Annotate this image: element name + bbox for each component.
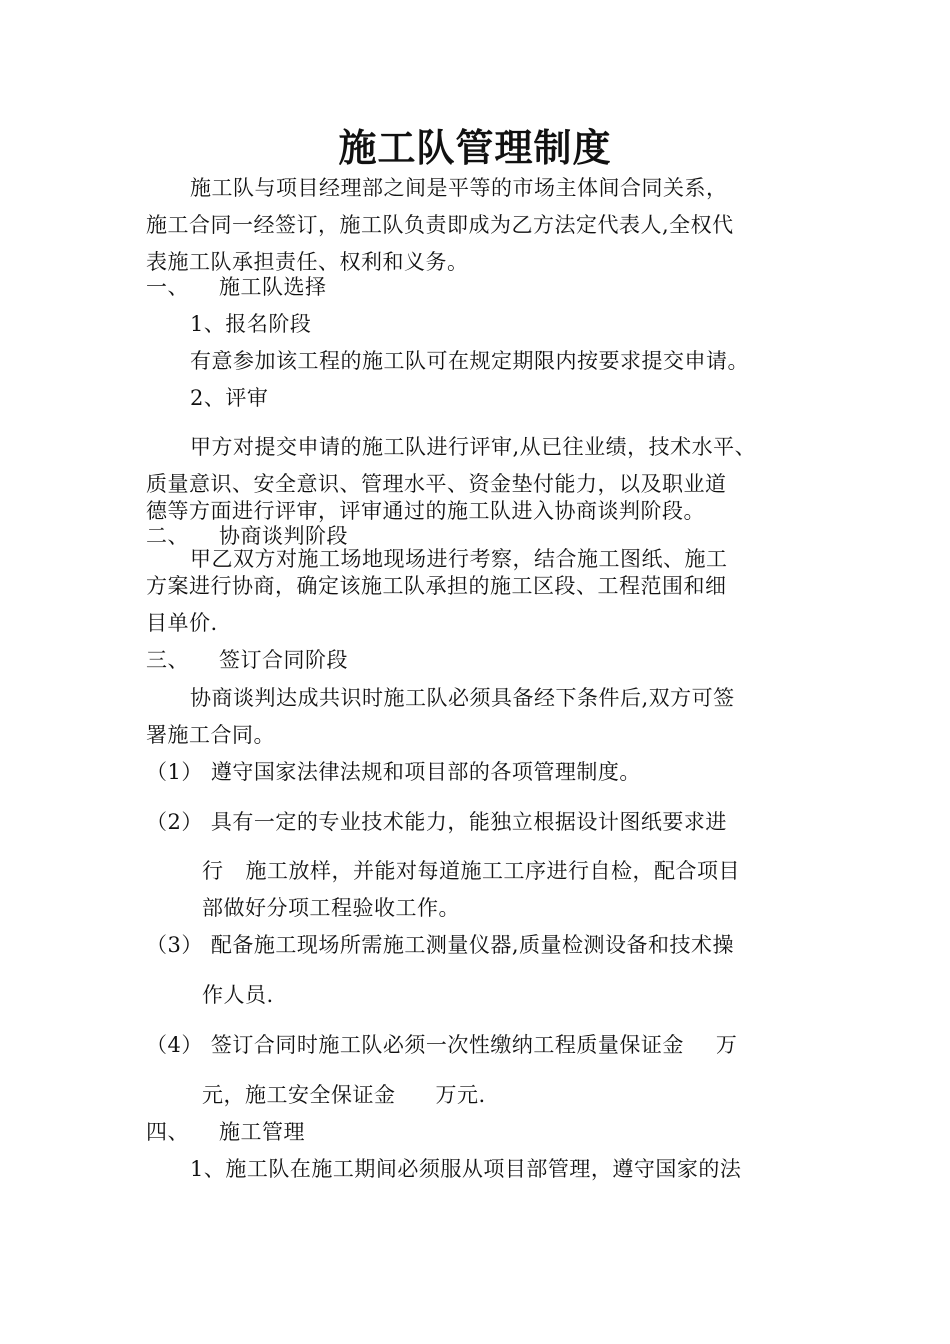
section-4-title: 施工管理 <box>219 1120 305 1144</box>
item-3-number: （3） <box>146 933 203 957</box>
intro-line-3: 表施工队承担责任、权利和义务。 <box>146 250 469 274</box>
section-4-heading <box>146 1118 305 1146</box>
section-1-number: 一、 <box>146 275 189 299</box>
item-4-line-2 <box>202 1081 486 1109</box>
intro-line-2: 施工合同一经签订，施工队负责即成为乙方法定代表人,全权代 <box>146 213 734 237</box>
item-4-line-1: 签订合同时施工队必须一次性缴纳工程质量保证金 <box>210 1033 684 1057</box>
section-1-sub-2-line-3: 德等方面进行评审，评审通过的施工队进入协商谈判阶段。 <box>146 499 705 523</box>
section-4-line-1: 1、施工队在施工期间必须服从项目部管理，遵守国家的法 <box>190 1157 742 1181</box>
item-4-line-2-suffix: 万元. <box>435 1083 486 1107</box>
section-1-sub-1-title: 1、报名阶段 <box>190 312 312 336</box>
section-3-item-1 <box>146 758 641 786</box>
item-3-line-1: 配备施工现场所需施工测量仪器,质量检测设备和技术操 <box>210 933 735 957</box>
section-1-title: 施工队选择 <box>219 275 327 299</box>
section-3-item-4 <box>146 1031 737 1059</box>
section-3-heading <box>146 646 348 674</box>
item-1-number: （1） <box>146 760 203 784</box>
section-3-number: 三、 <box>146 648 189 672</box>
section-1-sub-2-title: 2、评审 <box>190 386 269 410</box>
item-2-line-2-prefix: 行 <box>202 859 224 883</box>
section-3-item-2 <box>146 808 727 836</box>
section-3-line-2: 署施工合同。 <box>146 723 275 747</box>
section-3-item-3 <box>146 931 734 959</box>
item-2-line-1: 具有一定的专业技术能力，能独立根据设计图纸要求进 <box>210 810 727 834</box>
section-4-number: 四、 <box>146 1120 189 1144</box>
section-3-line-1: 协商谈判达成共识时施工队必须具备经下条件后,双方可签 <box>190 686 735 710</box>
section-2-line-1: 甲乙双方对施工场地现场进行考察，结合施工图纸、施工 <box>190 547 728 571</box>
item-2-line-3: 部做好分项工程验收工作。 <box>202 896 460 920</box>
intro-line-1: 施工队与项目经理部之间是平等的市场主体间合同关系， <box>190 176 728 200</box>
item-4-number: （4） <box>146 1033 203 1057</box>
section-2-number: 二、 <box>146 524 189 548</box>
item-4-line-2-text: 元，施工安全保证金 <box>202 1083 396 1107</box>
document-title: 施工队管理制度 <box>338 125 612 170</box>
section-2-line-3: 目单价. <box>146 611 218 635</box>
item-2-line-2 <box>202 857 740 885</box>
section-3-title: 签订合同阶段 <box>219 648 348 672</box>
section-2-line-2: 方案进行协商，确定该施工队承担的施工区段、工程范围和细 <box>146 574 727 598</box>
section-1-sub-2-line-2: 质量意识、安全意识、管理水平、资金垫付能力，以及职业道 <box>146 472 727 496</box>
item-4-line-1-suffix: 万 <box>715 1033 738 1057</box>
item-1-line-1: 遵守国家法律法规和项目部的各项管理制度。 <box>210 760 641 784</box>
section-1-heading <box>146 273 327 301</box>
section-2-title: 协商谈判阶段 <box>219 524 348 548</box>
section-1-sub-1-text: 有意参加该工程的施工队可在规定期限内按要求提交申请。 <box>190 349 749 373</box>
section-1-sub-2-line-1: 甲方对提交申请的施工队进行评审,从已往业绩，技术水平、 <box>190 435 757 459</box>
item-2-line-2-text: 施工放样，并能对每道施工工序进行自检，配合项目 <box>245 859 740 883</box>
item-3-line-2: 作人员. <box>202 983 274 1007</box>
item-2-number: （2） <box>146 810 203 834</box>
